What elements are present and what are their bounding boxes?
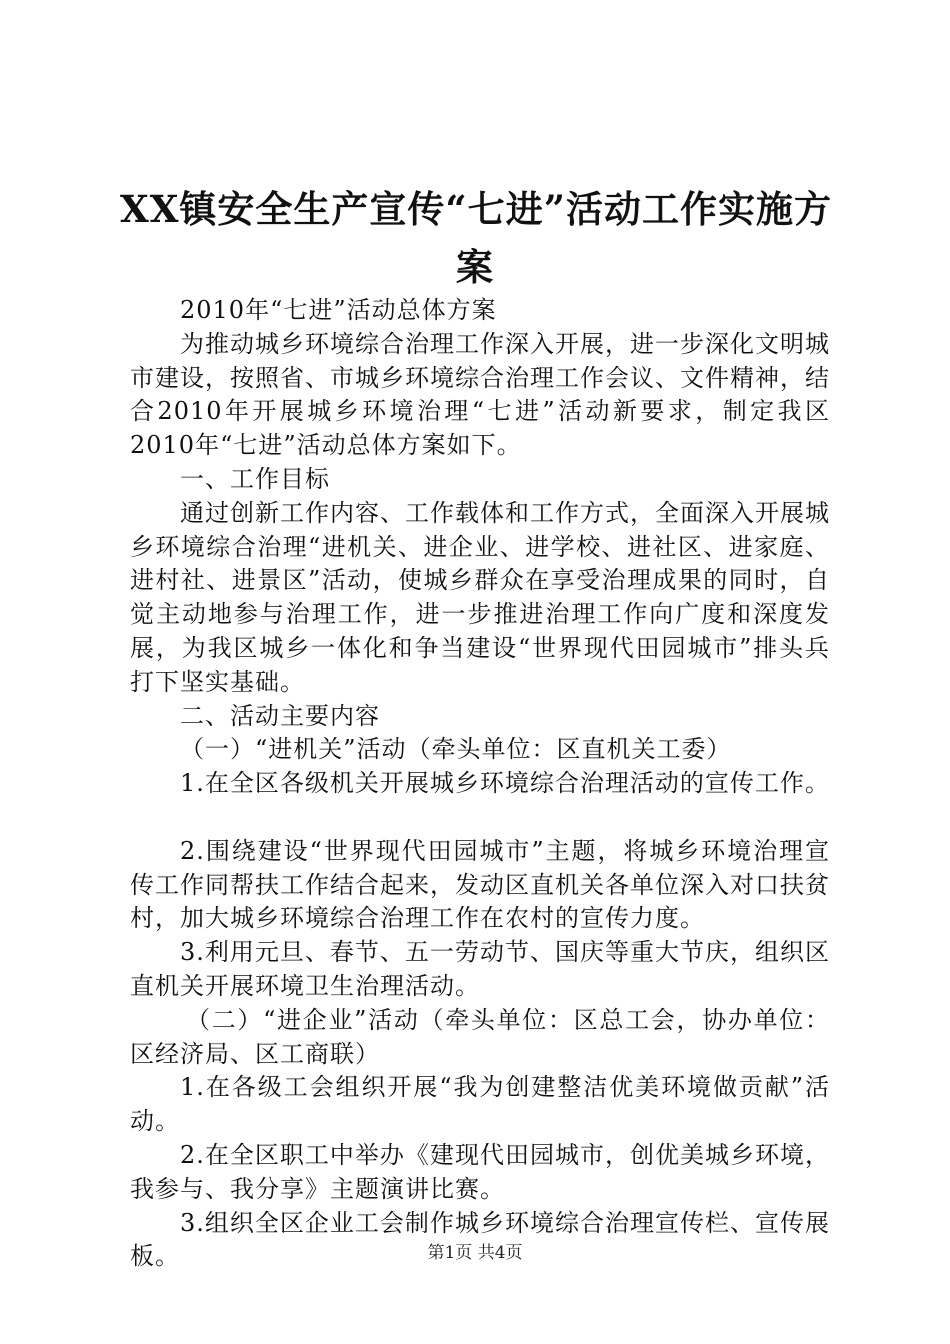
goals-paragraph: 通过创新工作内容、工作载体和工作方式，全面深入开展城乡环境综合治理“进机关、进企业、进学校、进社区、进家庭、进村社、进景区”活动，使城乡群众在享受治理成果的同时，自觉主动地参与治理工作，进一步推进治理工作向广度和深度发展，为我区城乡一体化和争当建设“世界现代田园城市”排头兵打下坚实基础。	[130, 498, 830, 696]
enterprises-item-2: 2.在全区职工中举办《建现代田园城市，创优美城乡环境，我参与、我分享》主题演讲比赛。	[130, 1140, 830, 1203]
document-body	[130, 294, 830, 1274]
document-title	[120, 180, 830, 296]
agencies-item-1: 1.在全区各级机关开展城乡环境综合治理活动的宣传工作。	[180, 769, 830, 798]
agencies-item-2: 2.围绕建设“世界现代田园城市”主题，将城乡环境治理宣传工作同帮扶工作结合起来，发动区直机关各单位深入对口扶贫村，加大城乡环境综合治理工作在农村的宣传力度。	[130, 836, 830, 933]
subsection-heading-agencies: （一）“进机关”活动（牵头单位：区直机关工委）	[180, 735, 732, 764]
page-footer: 第1页 共4页	[427, 1243, 523, 1263]
title-line-2: 案	[456, 245, 494, 289]
enterprises-item-3: 3.组织全区企业工会制作城乡环境综合治理宣传栏、宣传展板。	[130, 1208, 830, 1271]
section-heading-content: 二、活动主要内容	[180, 701, 380, 730]
section-heading-goals: 一、工作目标	[180, 464, 330, 493]
subsection-heading-enterprises: （二）“进企业”活动（牵头单位：区总工会，协办单位：区经济局、区工商联）	[130, 1005, 830, 1068]
intro-paragraph: 为推动城乡环境综合治理工作深入开展，进一步深化文明城市建设，按照省、市城乡环境综合治理工作会议、文件精神，结合2010年开展城乡环境治理“七进”活动新要求，制定我区2010年“七进”活动总体方案如下。	[130, 329, 830, 460]
enterprises-item-1: 1.在各级工会组织开展“我为创建整洁优美环境做贡献”活动。	[130, 1073, 830, 1136]
plan-heading: 2010年“七进”活动总体方案	[180, 296, 497, 324]
agencies-item-3: 3.利用元旦、春节、五一劳动节、国庆等重大节庆，组织区直机关开展环境卫生治理活动。	[130, 938, 830, 1000]
title-line-1: XX镇安全生产宣传“七进”活动工作实施方	[120, 187, 832, 231]
